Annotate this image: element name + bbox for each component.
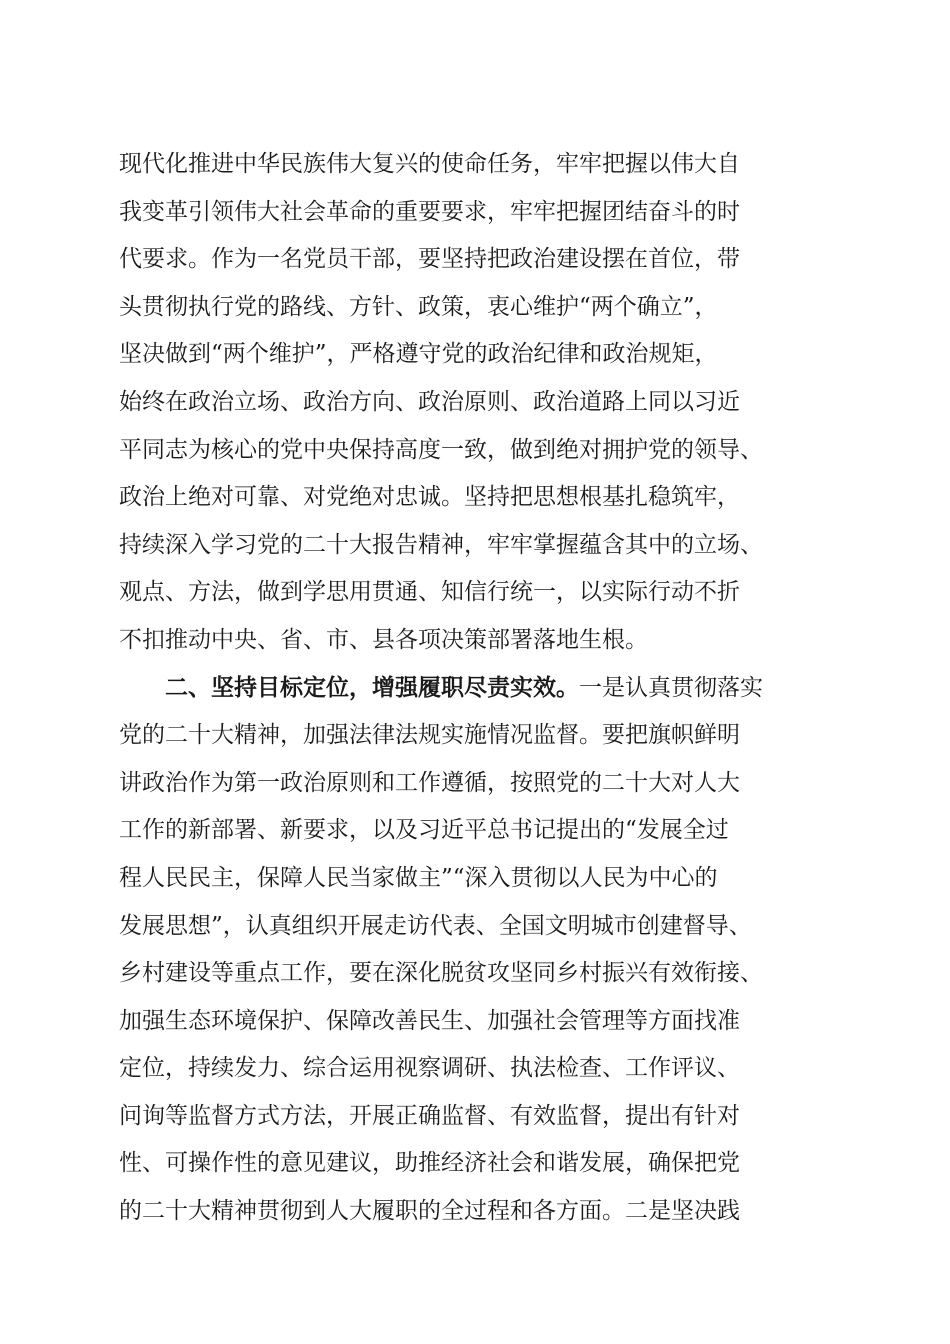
text-run: 一是认真贯彻落实 <box>579 674 763 701</box>
section-heading: 二、坚持目标定位，增强履职尽责实效。 <box>165 674 579 701</box>
text-line: 定位，持续发力、综合运用视察调研、执法检查、工作评议、 <box>119 1055 740 1082</box>
text-line: 性、可操作性的意见建议，助推经济社会和谐发展，确保把党 <box>119 1150 740 1177</box>
text-line: 不扣推动中央、省、市、县各项决策部署落地生根。 <box>119 626 648 653</box>
text-line: 我变革引领伟大社会革命的重要要求，牢牢把握团结奋斗的时 <box>119 198 740 225</box>
text-line: 程人民民主，保障人民当家做主”“深入贯彻以人民为中心的 <box>119 864 718 891</box>
text-line: 问询等监督方式方法，开展正确监督、有效监督，提出有针对 <box>119 1102 740 1129</box>
text-line: 的二十大精神贯彻到人大履职的全过程和各方面。二是坚决践 <box>119 1198 740 1225</box>
text-line: 乡村建设等重点工作，要在深化脱贫攻坚同乡村振兴有效衔接、 <box>119 960 763 987</box>
text-line: 现代化推进中华民族伟大复兴的使命任务，牢牢把握以伟大自 <box>119 151 740 177</box>
paragraph-2 <box>119 665 859 1236</box>
text-line: 代要求。作为一名党员干部，要坚持把政治建设摆在首位，带 <box>119 246 740 273</box>
text-line: 坚决做到“两个维护”，严格遵守党的政治纪律和政治规矩， <box>119 341 718 368</box>
text-line: 工作的新部署、新要求，以及习近平总书记提出的“发展全过 <box>119 817 729 844</box>
text-line: 政治上绝对可靠、对党绝对忠诚。坚持把思想根基扎稳筑牢， <box>119 484 740 511</box>
text-line: 始终在政治立场、政治方向、政治原则、政治道路上同以习近 <box>119 388 740 415</box>
text-line: 持续深入学习党的二十大报告精神，牢牢掌握蕴含其中的立场、 <box>119 531 763 558</box>
text-line: 平同志为核心的党中央保持高度一致，做到绝对拥护党的领导、 <box>119 436 763 463</box>
text-line: 发展思想”，认真组织开展走访代表、全国文明城市创建督导、 <box>119 912 752 939</box>
paragraph-1 <box>119 141 859 665</box>
document-body <box>119 141 859 1236</box>
text-line: 头贯彻执行党的路线、方针、政策，衷心维护“两个确立”， <box>119 293 718 320</box>
text-line: 讲政治作为第一政治原则和工作遵循，按照党的二十大对人大 <box>119 769 740 796</box>
text-line: 观点、方法，做到学思用贯通、知信行统一，以实际行动不折 <box>119 579 740 606</box>
paragraph-2-first-line <box>119 665 859 713</box>
text-line: 党的二十大精神，加强法律法规实施情况监督。要把旗帜鲜明 <box>119 722 740 749</box>
text-line: 加强生态环境保护、保障改善民生、加强社会管理等方面找准 <box>119 1007 740 1034</box>
